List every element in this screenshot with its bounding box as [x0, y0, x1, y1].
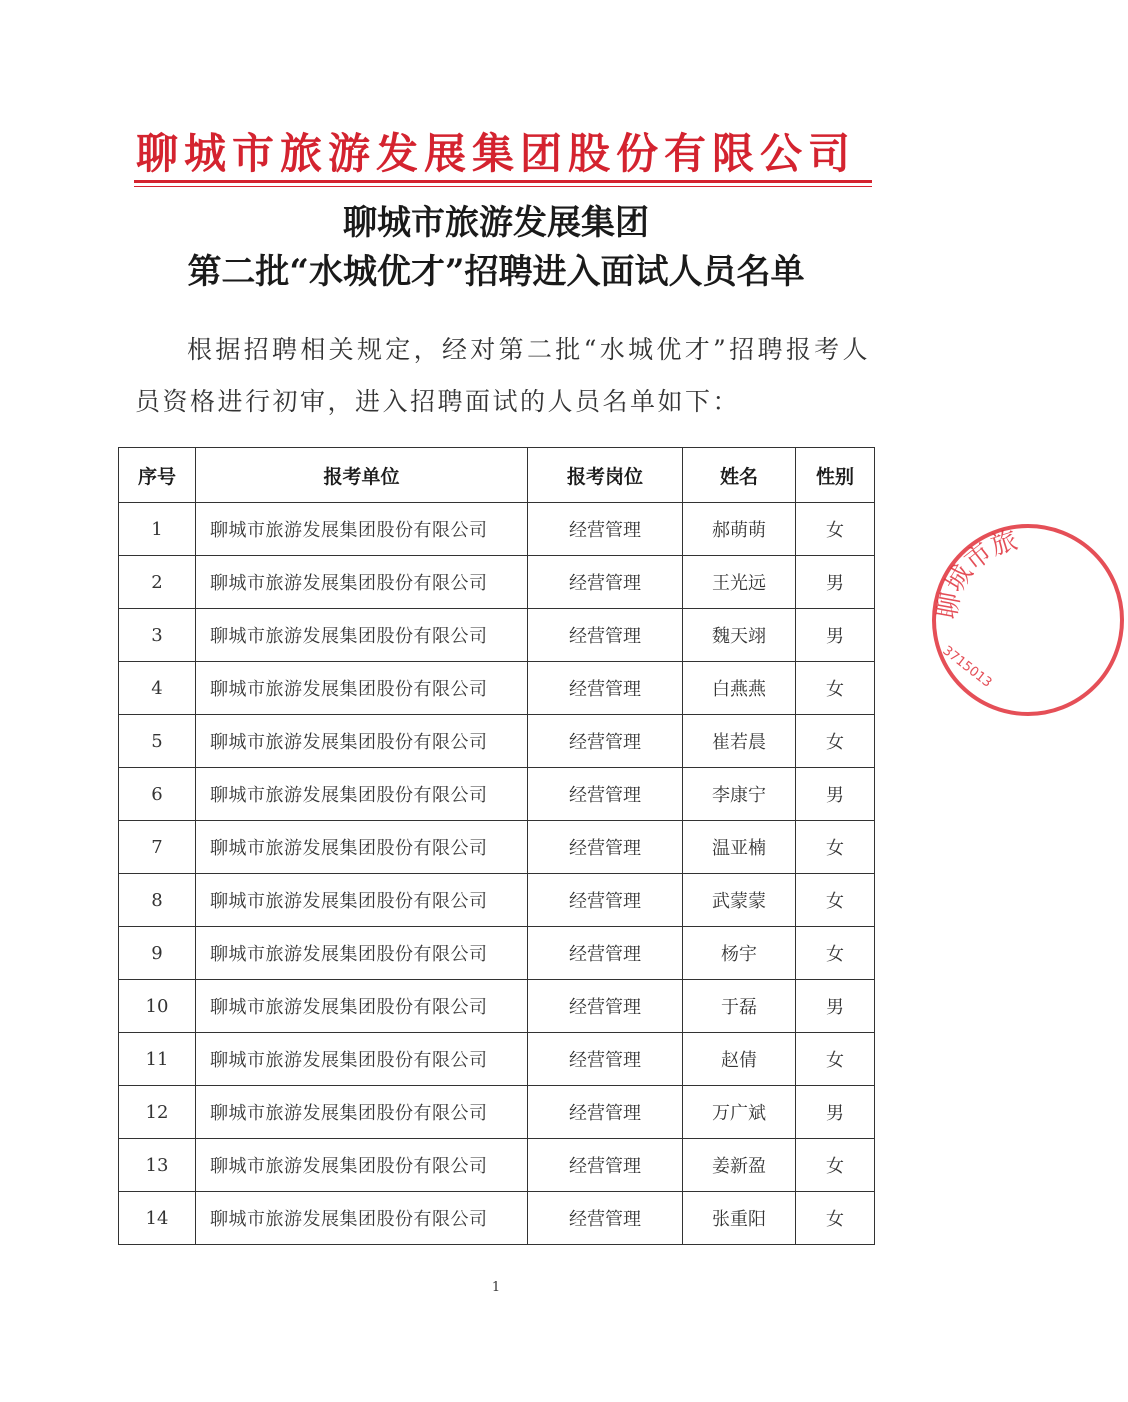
cell-unit: 聊城市旅游发展集团股份有限公司: [196, 980, 528, 1033]
company-seal-stamp: [928, 520, 1128, 720]
intro-paragraph: 根据招聘相关规定，经对第二批“水城优才”招聘报考人员资格进行初审，进入招聘面试的人员名单如下：: [135, 335, 870, 416]
cell-gender: 女: [796, 1192, 875, 1245]
cell-number: 14: [119, 1192, 196, 1245]
table-row: [119, 1086, 875, 1139]
interview-list-table: [118, 447, 875, 1245]
cell-number: 7: [119, 821, 196, 874]
document-title-line1: 聊城市旅游发展集团: [343, 203, 649, 243]
table-row: [119, 1139, 875, 1192]
cell-gender: 男: [796, 768, 875, 821]
cell-gender: 女: [796, 927, 875, 980]
header-number: 序号: [119, 448, 196, 503]
cell-gender: 男: [796, 609, 875, 662]
table-row: [119, 768, 875, 821]
cell-post: 经营管理: [528, 821, 683, 874]
cell-unit: 聊城市旅游发展集团股份有限公司: [196, 609, 528, 662]
table-row: [119, 609, 875, 662]
cell-unit: 聊城市旅游发展集团股份有限公司: [196, 927, 528, 980]
cell-post: 经营管理: [528, 715, 683, 768]
cell-number: 11: [119, 1033, 196, 1086]
cell-name: 万广斌: [683, 1086, 796, 1139]
cell-unit: 聊城市旅游发展集团股份有限公司: [196, 556, 528, 609]
cell-name: 张重阳: [683, 1192, 796, 1245]
cell-post: 经营管理: [528, 609, 683, 662]
cell-gender: 女: [796, 1033, 875, 1086]
cell-unit: 聊城市旅游发展集团股份有限公司: [196, 874, 528, 927]
cell-post: 经营管理: [528, 1139, 683, 1192]
cell-name: 温亚楠: [683, 821, 796, 874]
cell-number: 4: [119, 662, 196, 715]
seal-code-text: 3715013: [939, 643, 995, 691]
cell-gender: 女: [796, 874, 875, 927]
table-row: [119, 1192, 875, 1245]
cell-post: 经营管理: [528, 874, 683, 927]
cell-gender: 女: [796, 503, 875, 556]
header-unit: 报考单位: [196, 448, 528, 503]
cell-post: 经营管理: [528, 927, 683, 980]
cell-gender: 男: [796, 1086, 875, 1139]
cell-post: 经营管理: [528, 662, 683, 715]
letterhead-rule-thick: [134, 180, 872, 183]
table-row: [119, 503, 875, 556]
cell-name: 杨宇: [683, 927, 796, 980]
cell-unit: 聊城市旅游发展集团股份有限公司: [196, 503, 528, 556]
cell-gender: 女: [796, 1139, 875, 1192]
cell-number: 5: [119, 715, 196, 768]
cell-number: 6: [119, 768, 196, 821]
cell-number: 9: [119, 927, 196, 980]
cell-name: 魏天翊: [683, 609, 796, 662]
cell-name: 赵倩: [683, 1033, 796, 1086]
header-post: 报考岗位: [528, 448, 683, 503]
cell-post: 经营管理: [528, 768, 683, 821]
cell-number: 1: [119, 503, 196, 556]
table-row: [119, 821, 875, 874]
cell-unit: 聊城市旅游发展集团股份有限公司: [196, 715, 528, 768]
cell-gender: 女: [796, 662, 875, 715]
cell-post: 经营管理: [528, 503, 683, 556]
cell-unit: 聊城市旅游发展集团股份有限公司: [196, 768, 528, 821]
table-row: [119, 662, 875, 715]
cell-unit: 聊城市旅游发展集团股份有限公司: [196, 821, 528, 874]
letterhead-rule-thin: [134, 186, 872, 187]
cell-name: 崔若晨: [683, 715, 796, 768]
table-row: [119, 1033, 875, 1086]
page-number: 1: [491, 1280, 501, 1295]
table-row: [119, 556, 875, 609]
cell-unit: 聊城市旅游发展集团股份有限公司: [196, 662, 528, 715]
cell-name: 王光远: [683, 556, 796, 609]
cell-post: 经营管理: [528, 556, 683, 609]
table-row: [119, 980, 875, 1033]
cell-unit: 聊城市旅游发展集团股份有限公司: [196, 1139, 528, 1192]
cell-number: 12: [119, 1086, 196, 1139]
cell-number: 8: [119, 874, 196, 927]
cell-name: 于磊: [683, 980, 796, 1033]
table-row: [119, 715, 875, 768]
table-row: [119, 874, 875, 927]
cell-gender: 男: [796, 980, 875, 1033]
cell-gender: 女: [796, 715, 875, 768]
cell-post: 经营管理: [528, 1086, 683, 1139]
cell-unit: 聊城市旅游发展集团股份有限公司: [196, 1033, 528, 1086]
cell-name: 白燕燕: [683, 662, 796, 715]
cell-gender: 男: [796, 556, 875, 609]
cell-gender: 女: [796, 821, 875, 874]
cell-unit: 聊城市旅游发展集团股份有限公司: [196, 1192, 528, 1245]
cell-unit: 聊城市旅游发展集团股份有限公司: [196, 1086, 528, 1139]
cell-number: 3: [119, 609, 196, 662]
cell-name: 郝萌萌: [683, 503, 796, 556]
cell-post: 经营管理: [528, 1192, 683, 1245]
seal-arc-text: 聊城市旅: [932, 525, 1022, 622]
table-row: [119, 927, 875, 980]
table-header-row: [119, 448, 875, 503]
letterhead-company-name: 聊城市旅游发展集团股份有限公司: [135, 129, 856, 178]
cell-number: 13: [119, 1139, 196, 1192]
cell-number: 2: [119, 556, 196, 609]
cell-post: 经营管理: [528, 1033, 683, 1086]
cell-post: 经营管理: [528, 980, 683, 1033]
document-title-line2: 第二批“水城优才”招聘进入面试人员名单: [187, 252, 805, 292]
cell-name: 姜新盈: [683, 1139, 796, 1192]
cell-name: 李康宁: [683, 768, 796, 821]
cell-number: 10: [119, 980, 196, 1033]
header-gender: 性别: [796, 448, 875, 503]
table-body: [119, 503, 875, 1245]
cell-name: 武蒙蒙: [683, 874, 796, 927]
header-name: 姓名: [683, 448, 796, 503]
